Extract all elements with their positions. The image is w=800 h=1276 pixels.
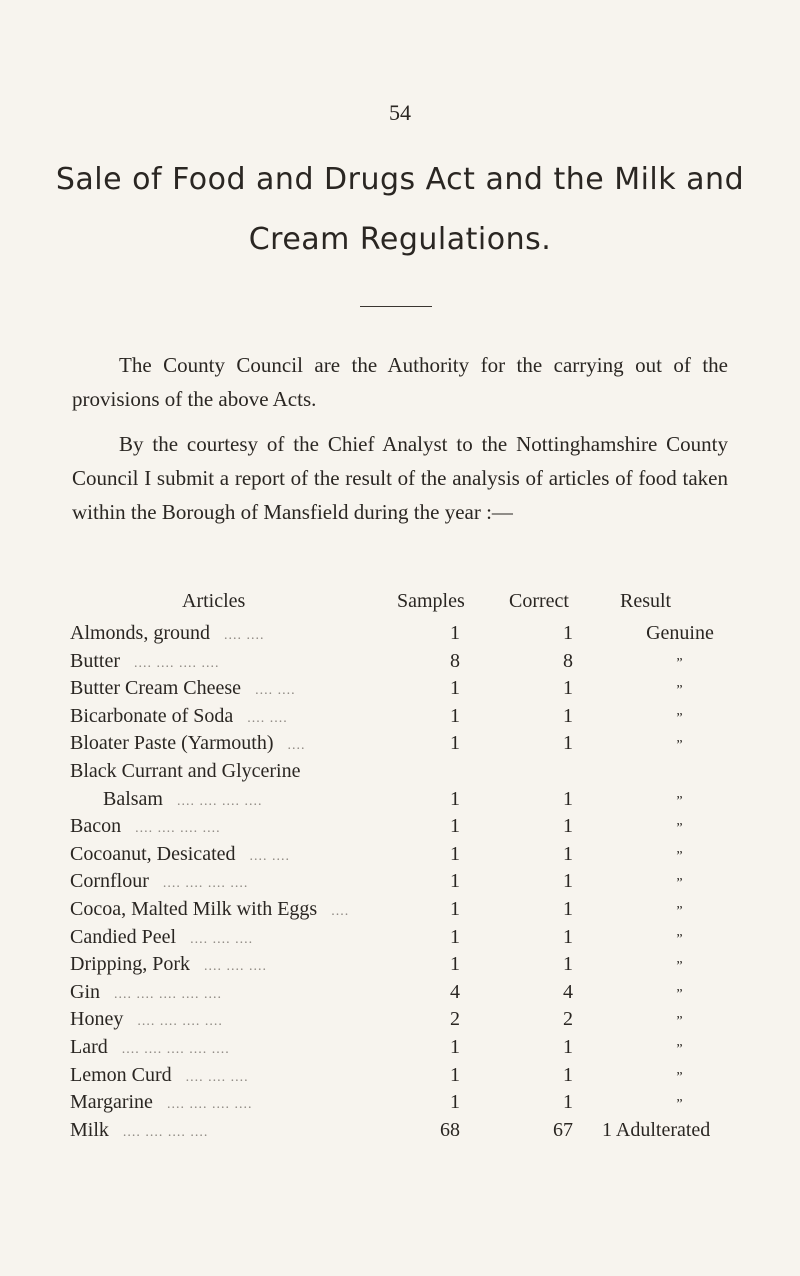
article-cell [70,650,220,673]
article-name: Lemon Curd [70,1063,172,1086]
result-cell: ” [676,904,684,919]
leader-dots: .... [287,738,306,754]
article-cell [70,622,265,645]
table-row [0,677,800,705]
leader-dots: .... .... [224,628,265,643]
correct-cell: 8 [563,649,573,672]
samples-cell: 1 [450,870,460,893]
samples-cell: 1 [450,1036,460,1058]
result-cell: ” [676,793,684,809]
article-cell [103,788,263,811]
leader-dots: .... .... .... .... [162,876,249,892]
table-row [0,843,800,871]
article-cell [70,705,288,728]
result-cell: ” [676,848,684,864]
leader-dots: .... .... .... [204,959,267,975]
article-cell [70,1119,208,1142]
leader-dots: .... .... .... .... [134,655,220,671]
article-cell [70,732,306,755]
article-cell [70,677,296,700]
article-name: Margarine [70,1091,153,1114]
correct-cell: 4 [563,980,573,1003]
header-result: Result [620,590,672,612]
leader-dots: .... .... .... .... [177,793,263,809]
table-row [0,705,800,733]
samples-cell: 2 [450,1008,460,1031]
article-cell [70,926,253,949]
table-row [0,650,800,678]
table-row [0,622,800,650]
article-name: Bicarbonate of Soda [70,704,234,727]
result-cell: ” [676,710,684,726]
correct-cell: 1 [563,787,573,810]
title-line-2: Cream Regulations. [248,222,552,257]
result-cell: ” [676,738,684,754]
samples-cell: 1 [450,787,460,810]
table-row [0,981,800,1009]
table-row [0,926,800,954]
paragraph-authority: The County Council are the Authority for the carrying out of the provisions of the above Acts. [72,353,728,411]
table-row [0,815,800,843]
leader-dots: .... .... .... .... [122,1124,209,1140]
article-cell [70,870,248,893]
leader-dots: .... .... [255,683,296,699]
article-cell [70,760,300,783]
result-cell: 1 Adulterated [602,1118,711,1141]
samples-cell: 1 [450,704,460,727]
correct-cell: 1 [563,815,573,838]
leader-dots: .... [331,904,350,919]
correct-cell: 1 [563,842,573,865]
header-samples: Samples [397,590,465,612]
samples-cell: 4 [450,980,460,1003]
leader-dots: .... .... .... [190,931,254,947]
samples-cell: 1 [450,842,460,865]
result-cell: ” [676,655,684,671]
samples-cell: 1 [450,622,460,644]
article-name: Almonds, ground [70,622,210,644]
samples-cell: 1 [450,677,460,700]
correct-cell: 1 [563,677,573,700]
correct-cell: 1 [563,953,573,976]
leader-dots: .... .... .... [185,1069,249,1085]
page-number: 54 [389,100,411,125]
result-cell: ” [676,959,684,975]
page-title [0,150,800,270]
table-row [0,760,800,788]
leader-dots: .... .... .... .... [135,821,221,837]
table-row [0,953,800,981]
leader-dots: .... .... .... .... .... [121,1042,230,1057]
samples-cell: 1 [450,953,460,976]
result-cell: ” [676,986,684,1002]
result-cell: ” [676,1014,684,1030]
table-row [0,1008,800,1036]
correct-cell: 1 [563,1063,573,1086]
article-name: Milk [70,1118,109,1141]
table-row [0,732,800,760]
article-name: Cocoanut, Desicated [70,842,236,865]
leader-dots: .... .... .... .... [137,1014,223,1030]
result-cell: ” [676,1069,684,1085]
samples-cell: 1 [450,898,460,920]
correct-cell: 1 [563,622,573,644]
result-cell: ” [676,1097,684,1113]
title-divider [360,306,432,307]
result-cell: ” [676,1042,684,1057]
article-cell [70,1008,223,1031]
table-row [0,1036,800,1064]
header-correct: Correct [509,590,569,612]
article-cell [70,843,290,866]
leader-dots: .... .... .... .... .... [114,986,222,1002]
article-name: Butter [70,649,120,672]
article-cell [70,1064,249,1087]
result-cell: ” [676,931,684,947]
samples-cell: 1 [450,925,460,948]
correct-cell: 1 [563,732,573,755]
article-name: Dripping, Pork [70,953,190,976]
leader-dots: .... .... [249,848,290,864]
header-articles: Articles [182,590,246,612]
table-row [0,1091,800,1119]
result-cell: Genuine [646,622,714,644]
samples-cell: 68 [440,1118,460,1141]
correct-cell: 1 [563,898,573,920]
article-name: Balsam [103,787,163,810]
result-cell: ” [676,683,684,699]
article-name: Black Currant and Glycerine [70,760,301,782]
correct-cell: 67 [553,1118,573,1141]
correct-cell: 1 [563,925,573,948]
result-cell: ” [676,876,684,892]
article-name: Bacon [70,815,122,838]
correct-cell: 2 [563,1008,573,1031]
correct-cell: 1 [563,870,573,893]
article-name: Cornflour [70,870,149,893]
leader-dots: .... .... [247,710,288,726]
correct-cell: 1 [563,704,573,727]
article-cell [70,953,267,976]
samples-cell: 1 [450,732,460,755]
article-cell [70,1036,230,1059]
article-name: Candied Peel [70,925,177,948]
result-cell: ” [676,821,684,837]
article-cell [70,981,222,1004]
table-row [0,1064,800,1092]
article-cell [70,898,349,921]
article-name: Bloater Paste (Yarmouth) [70,732,274,755]
article-name: Gin [70,980,100,1003]
article-name: Honey [70,1008,124,1031]
samples-cell: 1 [450,815,460,838]
paragraph-report: By the courtesy of the Chief Analyst to the Nottinghamshire County Council I submit a report of the result of the analysis of articles of food taken within the Borough of Mansfield during the year :— [72,432,728,524]
article-name: Cocoa, Malted Milk with Eggs [70,898,318,920]
leader-dots: .... .... .... .... [166,1097,253,1113]
table-row [0,898,800,926]
correct-cell: 1 [563,1036,573,1058]
article-name: Butter Cream Cheese [70,677,242,700]
title-line-1: Sale of Food and Drugs Act and the Milk and [55,162,745,197]
article-cell [70,1091,252,1114]
table-row [0,870,800,898]
article-name: Lard [70,1036,108,1058]
samples-cell: 8 [450,649,460,672]
table-row [0,1119,800,1147]
correct-cell: 1 [563,1091,573,1114]
table-row [0,788,800,816]
samples-cell: 1 [450,1091,460,1114]
samples-cell: 1 [450,1063,460,1086]
article-cell [70,815,221,838]
